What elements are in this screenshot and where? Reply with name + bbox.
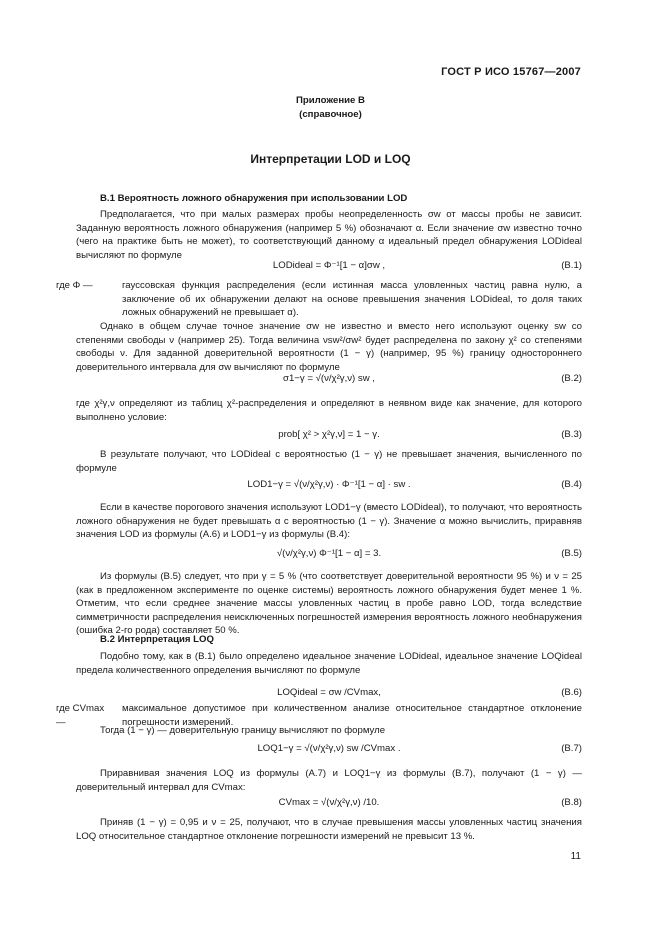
equation-b3: [76, 428, 582, 444]
appendix-type: (справочное): [299, 109, 362, 120]
equation-b6: [76, 686, 582, 702]
definition-phi-symbol: где Φ —: [56, 280, 93, 291]
definition-phi-text: гауссовская функция распределения (если истинная масса уловленных частиц равна нулю, а заключение об их обнаружении делают на основе превышения значения LODideal, то доля таких ложных обнаружений не превышает α).: [122, 280, 582, 319]
equation-b7-number: (В.7): [561, 743, 582, 754]
equation-b2: [76, 372, 582, 388]
equation-b4-number: (В.4): [561, 479, 582, 490]
page-number: 11: [570, 851, 581, 862]
section-b1-heading: В.1 Вероятность ложного обнаружения при использовании LOD: [100, 193, 408, 204]
equation-b3-number: (В.3): [561, 429, 582, 440]
equation-b5: [76, 547, 582, 563]
equation-b5-number: (В.5): [561, 548, 582, 559]
section-b2-paragraph-3: Приравнивая значения LOQ из формулы (А.7) и LOQ1−γ из формулы (В.7), получают (1 − γ) — доверительный интервал для CVmax:: [76, 768, 582, 793]
equation-b7-formula: LOQ1−γ = √(ν/χ²γ,ν) sw /CVmax .: [257, 743, 401, 754]
equation-b1-formula: LODideal = Φ⁻¹[1 − α]σw ,: [272, 260, 386, 271]
section-b1-paragraph-3: где χ²γ,ν определяют из таблиц χ²-распределения и определяют в неявном виде как значение, для которого выполнено условие:: [76, 398, 582, 423]
definition-cvmax-text: максимальное допустимое при количественном анализе относительное стандартное отклонение погрешности измерений.: [122, 703, 582, 728]
equation-b6-number: (В.6): [561, 687, 582, 698]
equation-b6-formula: LOQideal = σw /CVmax,: [277, 687, 381, 698]
appendix-label: [0, 94, 661, 122]
standard-number: ГОСТ Р ИСО 15767—2007: [441, 66, 581, 78]
equation-b8-formula: CVmax = √(ν/χ²γ,ν) /10.: [278, 797, 380, 808]
section-b1-paragraph-1: Предполагается, что при малых размерах пробы неопределенность σw от массы пробы не зависит. Заданную вероятность ложного обнаружения (например 5 %) обозначают α. Если значение σw известно точно (чего на практике быть не может), то соответствующий данному α идеальный предел обнаружения LODideal вычисляют по формуле: [76, 209, 582, 261]
equation-b1-number: (В.1): [561, 260, 582, 271]
section-b2-paragraph-4: Приняв (1 − γ) = 0,95 и ν = 25, получают, что в случае превышения массы уловленных частиц значения LOQ относительное стандартное отклонение погрешности измерений не превысит 13 %.: [76, 817, 582, 842]
equation-b8-number: (В.8): [561, 797, 582, 808]
equation-b5-formula: √(ν/χ²γ,ν) Φ⁻¹[1 − α] = 3.: [276, 548, 382, 559]
equation-b7: [76, 742, 582, 758]
equation-b4-formula: LOD1−γ = √(ν/χ²γ,ν) · Φ⁻¹[1 − α] · sw .: [247, 479, 411, 490]
section-b1-paragraph-6: Из формулы (В.5) следует, что при γ = 5 % (что соответствует доверительной вероятности 95 %) и ν = 25 (как в предложенном эксперименте по оценке системы) вероятность ложного обнаружения будет менее 1 %. Отметим, что если среднее значение массы уловленных частиц в пробе равно LOD, тогда вследствие симметричности распределения неисключенных погрешностей измерения вероятность ложного необнаружения (ошибка 2-го рода) составляет 50 %.: [76, 571, 582, 637]
equation-b2-formula: σ1−γ = √(ν/χ²γ,ν) sw ,: [283, 373, 375, 384]
equation-b8: [76, 796, 582, 812]
equation-b3-formula: prob[ χ² > χ²γ,ν] = 1 − γ.: [278, 429, 380, 440]
section-b2-heading: В.2 Интерпретация LOQ: [100, 634, 214, 645]
page-title: Интерпретации LOD и LOQ: [250, 152, 411, 166]
equation-b1: [76, 259, 582, 275]
definition-cvmax-symbol: где CVmax —: [56, 703, 105, 728]
section-b2-paragraph-1: Подобно тому, как в (В.1) было определено идеальное значение LODideal, идеальное значение LOQideal предела количественного определения вычисляют по формуле: [76, 651, 582, 676]
definition-phi: [56, 279, 582, 321]
equation-b2-number: (В.2): [561, 373, 582, 384]
equation-b4: [76, 478, 582, 494]
appendix-title: Приложение В: [296, 95, 365, 106]
section-b1-paragraph-5: Если в качестве порогового значения используют LOD1−γ (вместо LODideal), то получают, что вероятность ложного обнаружения не будет превышать α с вероятностью (1 − γ). Значение α можно вычислить, приравняв значения LOD из формулы (А.6) и LOD1−γ из формулы (В.4):: [76, 502, 582, 541]
section-b1-paragraph-4: В результате получают, что LODideal с вероятностью (1 − γ) не превышает значения, вычисленного по формуле: [76, 449, 582, 474]
section-b1-paragraph-2: Однако в общем случае точное значение σw не известно и вместо него используют оценку sw со степенями свободы ν (например 25). Тогда величина νsw²/σw² будет распределена по закону χ² со степенями свободы ν. Для заданной доверительной вероятности (1 − γ) (например, 95 %) границу одностороннего доверительного интервала для σw вычисляют по формуле: [76, 321, 582, 373]
section-b2-paragraph-2: Тогда (1 − γ) — доверительную границу вычисляют по формуле: [100, 725, 386, 736]
